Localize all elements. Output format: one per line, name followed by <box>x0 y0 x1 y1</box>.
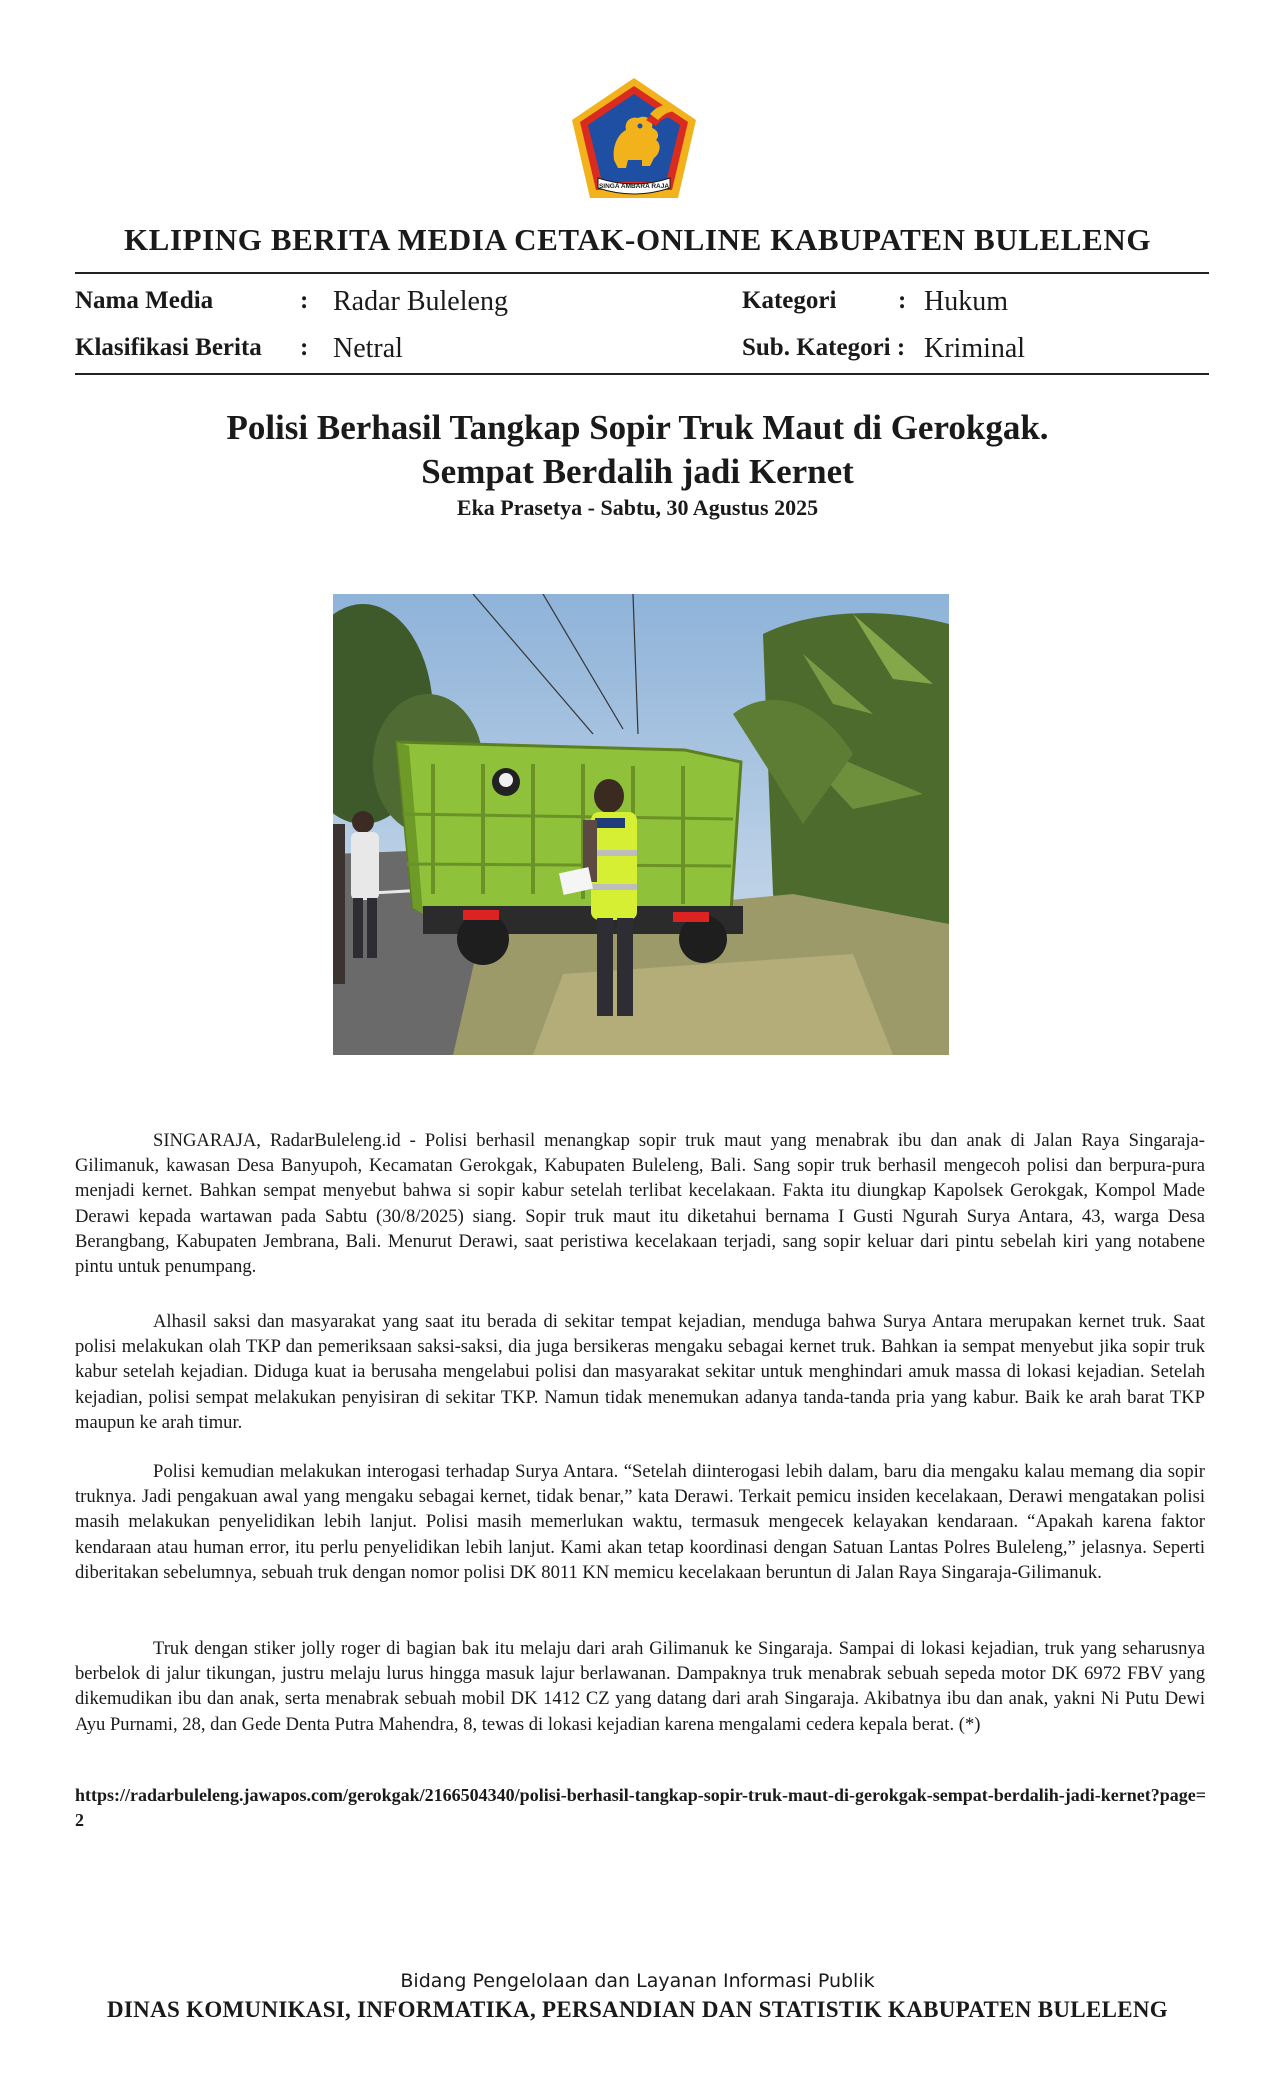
kategori-value: Hukum <box>924 286 1008 317</box>
article-title-line1: Polisi Berhasil Tangkap Sopir Truk Maut di Gerokgak. <box>226 408 1049 447</box>
source-url: https://radarbuleleng.jawapos.com/gerokgak/2166504340/polisi-berhasil-tangkap-sopir-truk-maut-di-gerokgak-sempat-berdalih-jadi-kernet?page=2 <box>75 1785 1206 1830</box>
accident-truck-photo <box>333 594 949 1055</box>
logo-motto: SINGA AMBARA RAJA <box>598 183 670 190</box>
media-colon: : <box>300 287 309 314</box>
sub-kategori-label: Sub. Kategori : <box>742 334 906 361</box>
article-paragraph: Truk dengan stiker jolly roger di bagian bak itu melaju dari arah Gilimanuk ke Singaraja. Sampai di lokasi kejadian, truk yang seharusnya berbelok di jalur tikungan, justru melaju lurus hingga masuk lajur berlawanan. Dampaknya truk menabrak sebuah sepeda motor DK 6972 FBV yang dikemudikan ibu dan anak, serta menabrak sebuah mobil DK 1412 CZ yang datang dari arah Singaraja. Akibatnya ibu dan anak, yakni Ni Putu Dewi Ayu Purnami, 28, dan Gede Denta Putra Mahendra, 8, tewas di lokasi kejadian karena mengalami cedera kepala berat. (*) <box>75 1638 1205 1735</box>
footer-subtitle: Bidang Pengelolaan dan Layanan Informasi Publik <box>400 1970 875 1992</box>
article-title <box>0 406 1275 494</box>
article-title-line2: Sempat Berdalih jadi Kernet <box>421 452 854 491</box>
article-paragraph: Alhasil saksi dan masyarakat yang saat itu berada di sekitar tempat kejadian, menduga bahwa Surya Antara merupakan kernet truk. Saat polisi melakukan olah TKP dan pemeriksaan saksi-saksi, dia juga bersikeras mengaku sebagai kernet truk. Bahkan ia sempat menyebut jika sopir truk kabur setelah kejadian. Diduga kuat ia berusaha mengelabui polisi dan masyarakat sekitar untuk menghindari amuk massa di lokasi kejadian. Setelah kejadian, polisi sempat melakukan penyisiran di sekitar TKP. Namun tidak menemukan adanya tanda-tanda pria yang kabur. Baik ke arah barat TKP maupun ke arah timur. <box>75 1311 1205 1433</box>
klasifikasi-value: Netral <box>333 333 403 364</box>
kategori-colon: : <box>898 287 907 314</box>
sub-kategori-value: Kriminal <box>924 333 1026 364</box>
media-value: Radar Buleleng <box>333 286 508 317</box>
article-paragraph: SINGARAJA, RadarBuleleng.id - Polisi berhasil menangkap sopir truk maut yang menabrak ibu dan anak di Jalan Raya Singaraja-Gilimanuk, kawasan Desa Banyupoh, Kecamatan Gerokgak, Kabupaten Buleleng, Bali. Sang sopir truk berhasil mengecoh polisi dan berpura-pura menjadi kernet. Bahkan sempat menyebut bahwa si sopir kabur setelah terlibat kecelakaan. Fakta itu diungkap Kapolsek Gerokgak, Kompol Made Derawi kepada wartawan pada Sabtu (30/8/2025) siang. Sopir truk maut itu diketahui bernama I Gusti Ngurah Surya Antara, 43, warga Desa Berangbang, Kabupaten Jembrana, Bali. Menurut Derawi, saat peristiwa kecelakaan terjadi, sang sopir keluar dari pintu sebelah kiri yang notabene pintu untuk penumpang. <box>75 1130 1205 1278</box>
kategori-label: Kategori <box>742 287 837 314</box>
clipping-header-title: KLIPING BERITA MEDIA CETAK-ONLINE KABUPATEN BULELENG <box>123 222 1152 257</box>
article-paragraph: Polisi kemudian melakukan interogasi terhadap Surya Antara. “Setelah diinterogasi lebih dalam, baru dia mengaku kalau memang dia sopir truknya. Jadi pengakuan awal yang mengaku sebagai kernet, tidak benar,” kata Derawi. Terkait pemicu insiden kecelakaan, Derawi mengatakan polisi masih melakukan penyelidikan lebih lanjut. Polisi masih memerlukan waktu, termasuk mengecek kelayakan kendaraan. “Apakah karena faktor kendaraan atau human error, itu perlu penyelidikan lebih lanjut. Kami akan tetap koordinasi dengan Satuan Lantas Polres Buleleng,” jelasnya. Seperti diberitakan sebelumnya, sebuah truk dengan nomor polisi DK 8011 KN memicu kecelakaan beruntun di Jalan Raya Singaraja-Gilimanuk. <box>75 1461 1205 1583</box>
media-label: Nama Media <box>75 287 214 314</box>
klasifikasi-colon: : <box>300 334 309 361</box>
header-divider-bottom <box>75 373 1209 375</box>
header-divider-top <box>75 272 1209 274</box>
klasifikasi-label: Klasifikasi Berita <box>75 334 262 361</box>
regency-logo <box>566 74 702 202</box>
footer-title: DINAS KOMUNIKASI, INFORMATIKA, PERSANDIAN DAN STATISTIK KABUPATEN BULELENG <box>107 1997 1168 2022</box>
article-byline: Eka Prasetya - Sabtu, 30 Agustus 2025 <box>456 495 819 520</box>
